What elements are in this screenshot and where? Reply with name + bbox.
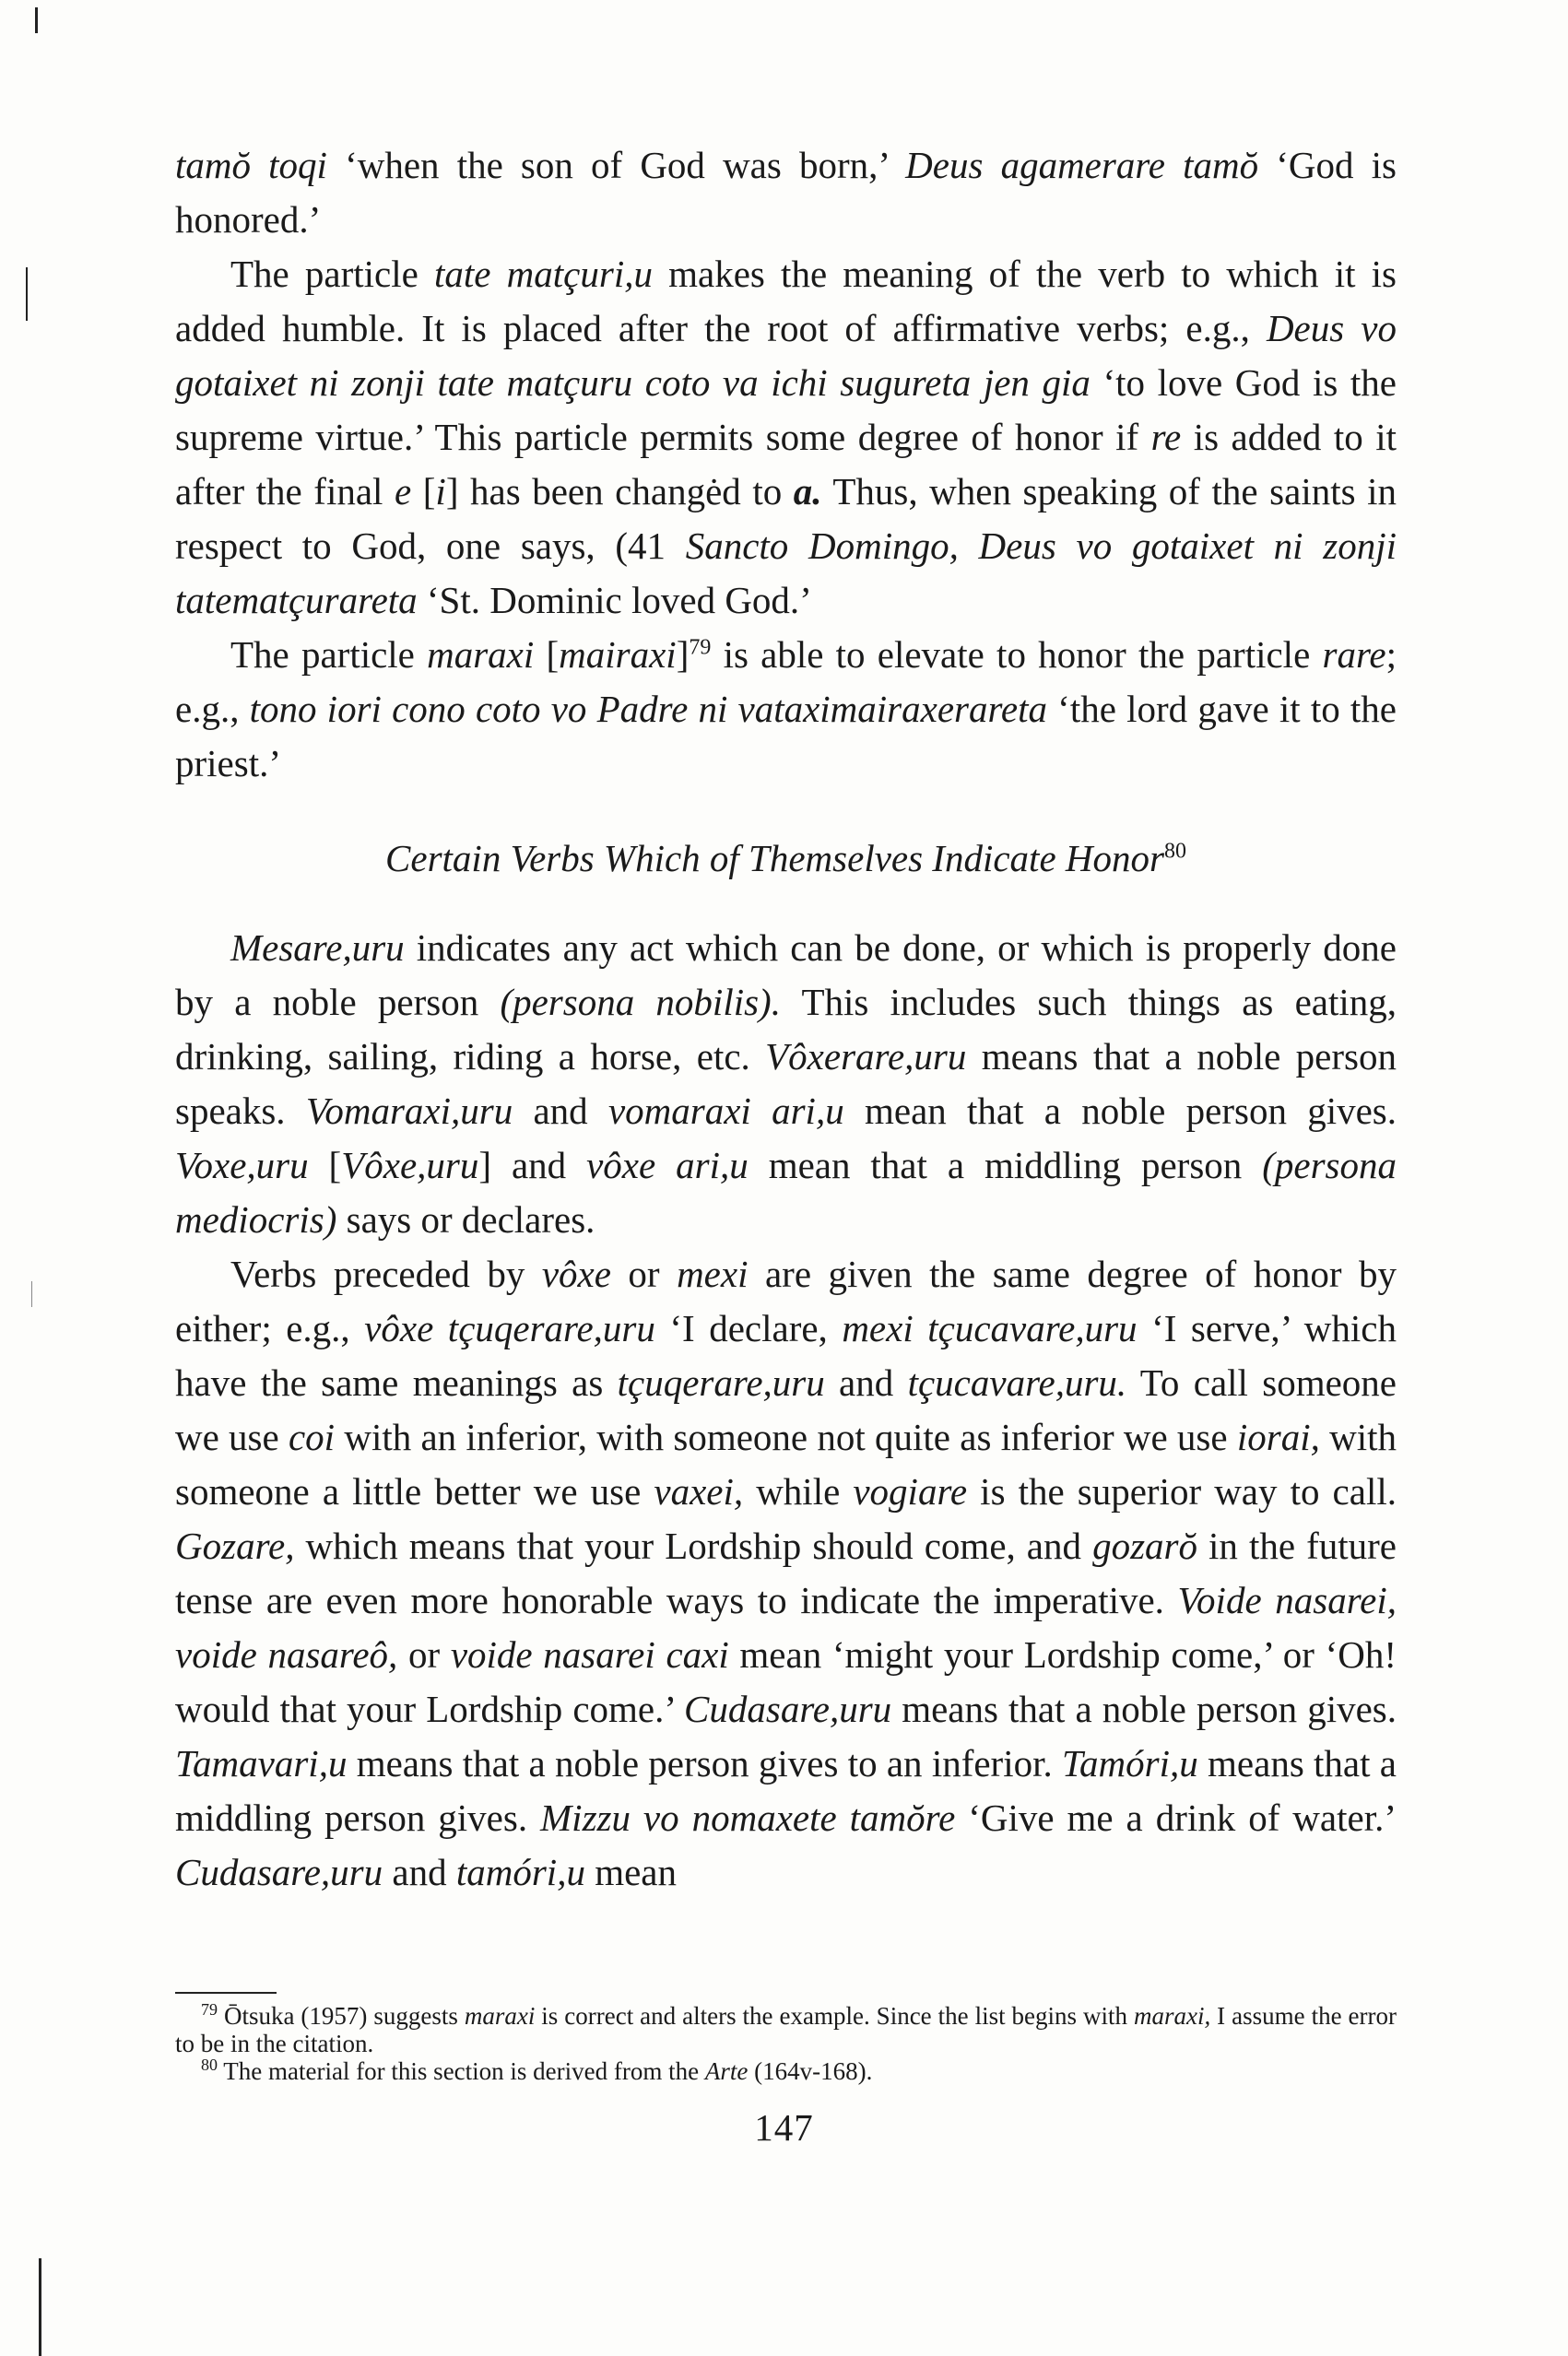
paragraph-voxe-mexi: Verbs preceded by vôxe or mexi are given the same degree of honor by either; e.g., vôxe tçuqerare,uru ‘I declare, mexi tçucavare,uru ‘I serve,’ which have the same meanings as tçuqerare,uru and tçucavare,uru. To call someone we use coi with an inferior, with someone not quite as inferior we use iorai, with someone a little better we use vaxei, while vogiare is the superior way to call. Gozare, which means that your Lordship should come, and gozarŏ in the future tense are even more honorable ways to indicate the imperative. Voide nasarei, voide nasareô, or voide nasarei caxi mean ‘might your Lordship come,’ or ‘Oh! would that your Lordship come.’ Cudasare,uru means that a noble person gives. Tamavari,u means that a noble person gives to an inferior. Tamóri,u means that a middling person gives. Mizzu vo nomaxete tamŏre ‘Give me a drink of water.’ Cudasare,uru and tamóri,u mean xyxy=(175,1253,1397,1893)
paragraph-continuation: tamŏ toqi ‘when the son of God was born,’ Deus agamerare tamŏ ‘God is honored.’ xyxy=(175,144,1397,241)
paragraph-mesare: Mesare,uru indicates any act which can be done, or which is properly done by a noble person (persona nobilis). This includes such things as eating, drinking, sailing, riding a horse, etc. Vôxerare,uru means that a noble person speaks. Vomaraxi,uru and vomaraxi ari,u mean that a noble person gives. Voxe,uru [Vôxe,uru] and vôxe ari,u mean that a middling person (persona mediocris) says or declares. xyxy=(175,926,1397,1241)
paragraph-maraxi: The particle maraxi [mairaxi]$^{79}$ is able to elevate to honor the particle rare; e.g., tono iori cono coto vo Padre ni vataximairaxerareta ‘the lord gave it to the priest.’ xyxy=(175,633,1397,784)
footnotes xyxy=(175,2002,1397,2085)
footnote-ref-80: 80 xyxy=(1163,839,1186,864)
scan-margin-mark xyxy=(35,7,38,33)
scan-margin-mark xyxy=(31,1281,32,1307)
footnote-number: 79 xyxy=(201,2000,218,2019)
footnote-number: 80 xyxy=(201,2056,218,2074)
footnote-ref-79: 79 xyxy=(689,635,712,660)
page-number: 147 xyxy=(754,2106,814,2149)
section-heading: Certain Verbs Which of Themselves Indicate Honor$^{80}$ xyxy=(385,837,1186,879)
paragraph-tate-matcuri: The particle tate matçuri,u makes the meaning of the verb to which it is added humble. It is placed after the root of affirmative verbs; e.g., Deus vo gotaixet ni zonji tate matçuru coto va ichi sugureta jen gia ‘to love God is the supreme virtue.’ This particle permits some degree of honor if re is added to it after the final e [i] has been changėd to a. Thus, when speaking of the saints in respect to God, one says, (41 Sancto Domingo, Deus vo gotaixet ni zonji tatematçurareta ‘St. Dominic loved God.’ xyxy=(175,253,1397,621)
body-text xyxy=(175,138,1397,1900)
footnote-divider xyxy=(175,1992,277,1994)
scan-margin-mark xyxy=(39,2258,41,2356)
scan-margin-mark xyxy=(26,267,28,321)
footnote-80: $^{80}$ The material for this section is derived from the Arte (164v-168). xyxy=(201,2056,873,2085)
footnote-79: $^{79}$ Ōtsuka (1957) suggests maraxi is correct and alters the example. Since the list begins with maraxi, I assume the error to be in the citation. xyxy=(175,2000,1397,2057)
